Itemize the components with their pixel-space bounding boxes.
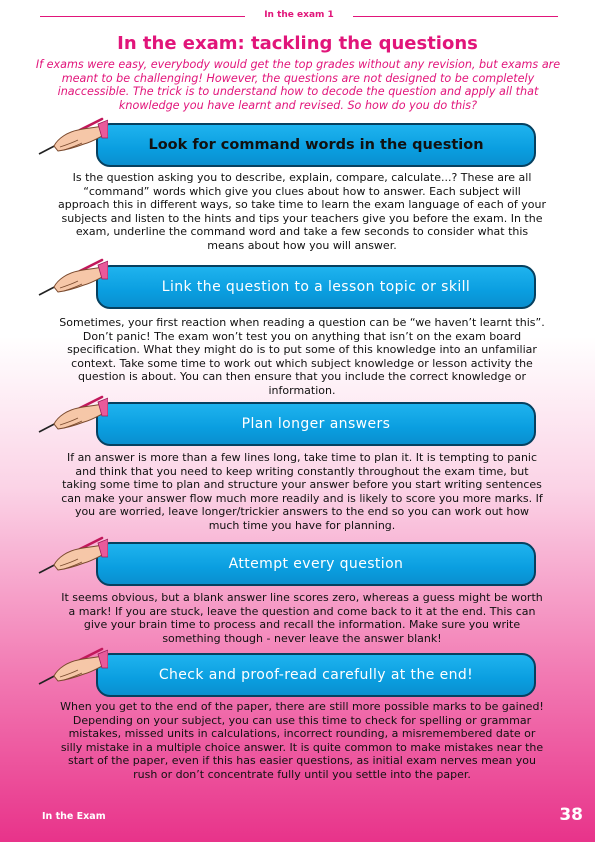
section-body: If an answer is more than a few lines long, take time to plan it. It is tempting to panic and think that you need to keep writing constantly throughout the exam time, but taking some time to plan and structure your answer before you start writing sentences can make your answer flow much more readily and is likely to score you more marks. If you are worried, leave longer/trickier answers to the end so you can work out how much time you have for planning. <box>61 451 543 532</box>
section-body: Sometimes, your first reaction when reading a question can be “we haven’t learnt this”. Don’t panic! The exam won’t test you on anything that isn’t on the exam board specification. What they might do is to put some of this knowledge into an unfamiliar context. Take some time to work out which subject knowledge or lesson activity the question is about. You can then ensure that you include the correct knowledge or information. <box>59 316 545 397</box>
intro-text: If exams were easy, everybody would get the top grades without any revision, but exams are meant to be challenging! However, the questions are not designed to be completely inaccessible. The trick is to understand how to decode the question and apply all that knowledge you have learnt and revised. So how do you do this? <box>35 58 561 112</box>
hand-pen-icon <box>36 535 108 577</box>
section-body: It seems obvious, but a blank answer line scores zero, whereas a guess might be worth a mark! If you are stuck, leave the question and come back to it at the end. This can give your brain time to process and recall the information. Make sure you write something though - never leave the answer blank! <box>61 591 543 645</box>
section-banner-plan-answers <box>96 402 536 446</box>
section-heading: Link the question to a lesson topic or skill <box>161 279 471 295</box>
header-rule-right <box>353 16 558 17</box>
section-body: Is the question asking you to describe, explain, compare, calculate...? These are all “command” words which give you clues about how to answer. Each subject will approach this in different ways, so take time to learn the exam language of each of your subjects and listen to the hints and tips your teachers give you before the exam. In the exam, underline the command word and take a few seconds to consider what this means about how you will answer. <box>58 171 547 252</box>
section-banner-attempt-every <box>96 542 536 586</box>
footer-section-label: In the Exam <box>42 811 106 822</box>
page-title: In the exam: tackling the questions <box>117 33 478 54</box>
hand-pen-icon <box>36 257 108 299</box>
section-heading: Attempt every question <box>228 556 404 572</box>
section-banner-link-topic <box>96 265 536 309</box>
section-heading: Look for command words in the question <box>148 137 484 153</box>
hand-pen-icon <box>36 646 108 688</box>
section-banner-proof-read <box>96 653 536 697</box>
section-banner-command-words <box>96 123 536 167</box>
section-heading: Plan longer answers <box>241 416 391 432</box>
hand-pen-icon <box>36 116 108 158</box>
section-body: When you get to the end of the paper, there are still more possible marks to be gained! Depending on your subject, you can use this time to check for spelling or grammar mistakes, missed units in calculations, incorrect rounding, a misremembered date or silly mistake in a multiple choice answer. It is quite common to make mistakes near the start of the paper, even if this has easier questions, as initial exam nerves mean you rush or don’t concentrate fully until you settle into the paper. <box>60 700 544 781</box>
page-number: 38 <box>559 805 583 825</box>
section-heading: Check and proof-read carefully at the end! <box>158 667 474 683</box>
hand-pen-icon <box>36 394 108 436</box>
header-tag: In the exam 1 <box>264 10 334 20</box>
running-header <box>40 10 558 23</box>
